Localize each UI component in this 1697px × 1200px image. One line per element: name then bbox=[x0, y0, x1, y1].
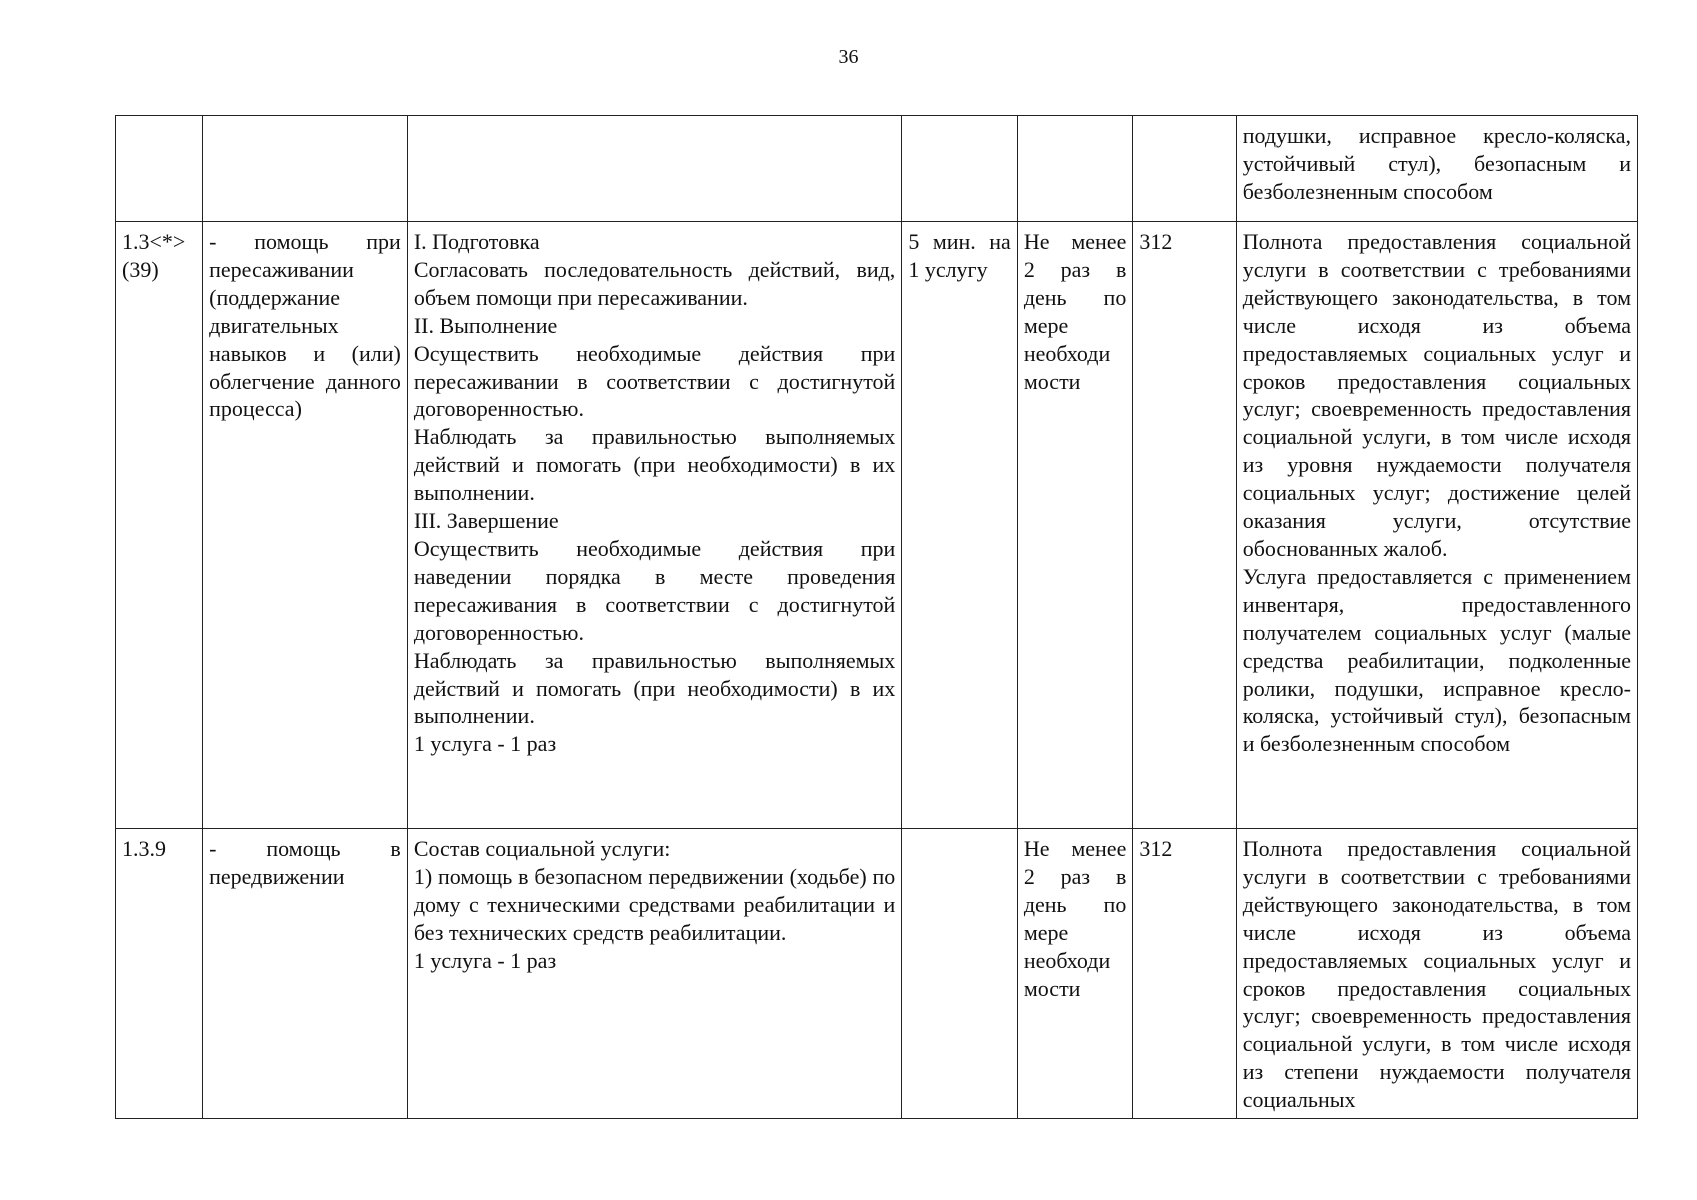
description-line: Наблюдать за правильностью выполняемых действий и помогать (при необходимости) в их выполнении. bbox=[413, 424, 896, 506]
cell-quality bbox=[1236, 222, 1637, 829]
cell-frequency: Не менее 2 раз в день по мере необходи мости bbox=[1017, 222, 1133, 829]
cell-number bbox=[116, 116, 203, 222]
table-row bbox=[116, 222, 1638, 829]
cell-service-name: - помощь в передвижении bbox=[203, 829, 408, 1119]
description-line: I. Подготовка bbox=[413, 229, 540, 254]
cell-service-name bbox=[203, 116, 408, 222]
table-row bbox=[116, 829, 1638, 1119]
quality-text-extra: Услуга предоставляется с применением инвентаря, предоставленного получателем социальных услуг (малые средства реабилитации, подколенные ролики, подушки, исправное кресло-коляска, устойчивый стул), безопасным и безболезненным способом bbox=[1242, 563, 1631, 757]
description-line: Осуществить необходимые действия при пересаживании в соответствии с достигнутой договоренностью. bbox=[413, 340, 896, 422]
cell-price bbox=[1133, 116, 1236, 222]
cell-frequency: Не менее 2 раз в день по мере необходи мости bbox=[1017, 829, 1133, 1119]
cell-description bbox=[407, 116, 901, 222]
description-line: 1 услуга - 1 раз bbox=[413, 947, 557, 973]
cell-time bbox=[902, 116, 1018, 222]
description-line: III. Завершение bbox=[413, 508, 559, 534]
description-line: Наблюдать за правильностью выполняемых действий и помогать (при необходимости) в их выполнении. bbox=[413, 647, 896, 729]
description-line: 1 услуга - 1 раз bbox=[413, 731, 557, 757]
cell-number: 1.3<*> (39) bbox=[116, 222, 203, 829]
description-line: 1) помощь в безопасном передвижении (ходьбе) по дому с техническими средствами реабилитации и без технических средств реабилитации. bbox=[413, 863, 896, 945]
cell-description bbox=[407, 829, 901, 1119]
quality-text: Полнота предоставления социальной услуги в соответствии с требованиями действующего законодательства, в том числе исходя из объема предоставляемых социальных услуг и сроков предоставления социальных услуг; своевременность предоставления социальной услуги, в том числе исходя из уровня нуждаемости получателя социальных услуг; достижение целей оказания услуги, отсутствие обоснованных жалоб. bbox=[1242, 229, 1631, 561]
cell-quality: подушки, исправное кресло-коляска, устойчивый стул), безопасным и безболезненным способом bbox=[1236, 116, 1637, 222]
page-number: 36 bbox=[838, 46, 859, 68]
cell-price: 312 bbox=[1133, 222, 1236, 829]
cell-frequency bbox=[1017, 116, 1133, 222]
cell-service-name: - помощь при пересаживании (поддержание двигательных навыков и (или) облегчение данного процесса) bbox=[203, 222, 408, 829]
cell-price: 312 bbox=[1133, 829, 1236, 1119]
description-line: Осуществить необходимые действия при наведении порядка в месте проведения пересаживания в соответствии с достигнутой договоренностью. bbox=[413, 535, 896, 645]
description-line: Согласовать последовательность действий, вид, объем помощи при пересаживании. bbox=[413, 256, 896, 310]
services-table bbox=[115, 115, 1638, 1119]
cell-number: 1.3.9 bbox=[116, 829, 203, 1119]
cell-quality: Полнота предоставления социальной услуги в соответствии с требованиями действующего законодательства, в том числе исходя из объема предоставляемых социальных услуг и сроков предоставления социальных услуг; своевременность предоставления социальной услуги, в том числе исходя из степени нуждаемости получателя социальных bbox=[1236, 829, 1637, 1119]
table-row bbox=[116, 116, 1638, 222]
description-line: II. Выполнение bbox=[413, 312, 558, 338]
cell-time: 5 мин. на 1 услугу bbox=[902, 222, 1018, 829]
description-line: Состав социальной услуги: bbox=[413, 836, 671, 861]
cell-description bbox=[407, 222, 901, 829]
cell-time bbox=[902, 829, 1018, 1119]
